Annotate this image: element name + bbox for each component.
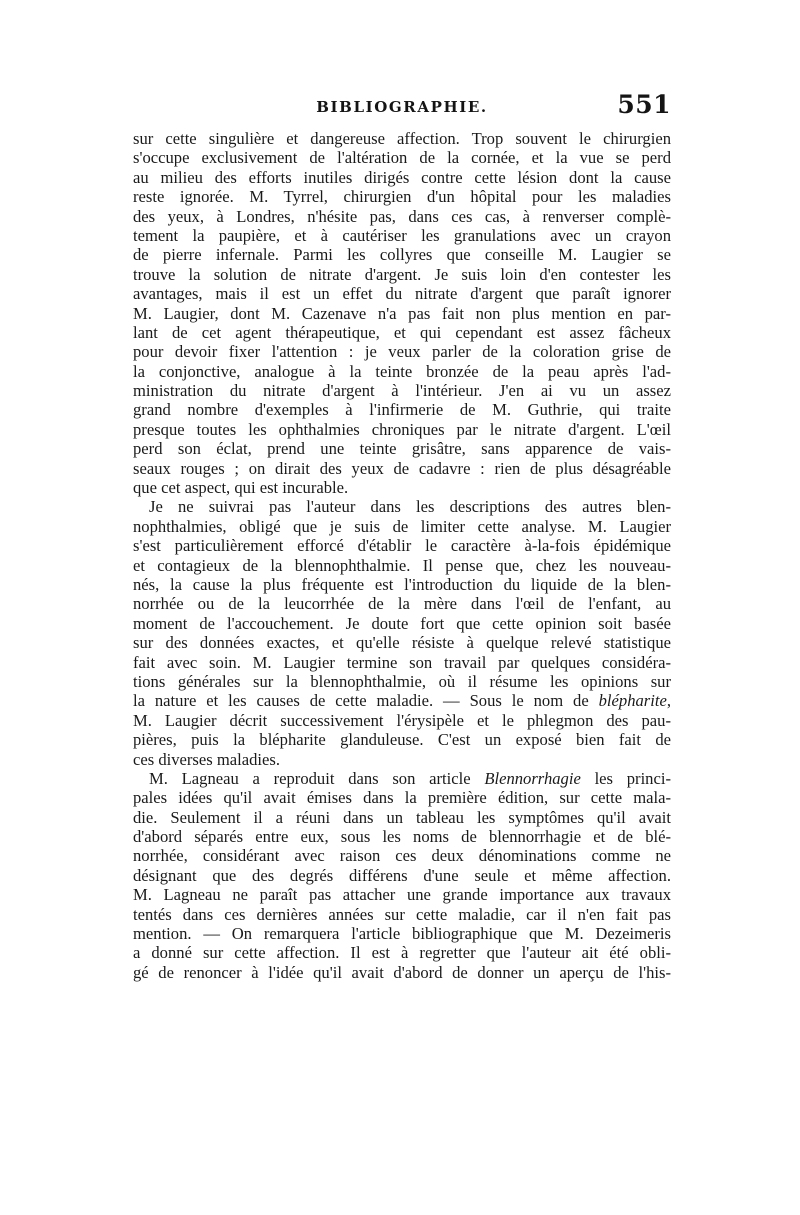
running-head: BIBLIOGRAPHIE. bbox=[316, 98, 488, 116]
page-number: 551 bbox=[617, 90, 671, 119]
text-line: trouve la solution de nitrate d'argent. Je suis loin d'en contester les bbox=[133, 264, 671, 284]
text-line: s'occupe exclusivement de l'altération de la cornée, et la vue se perd bbox=[133, 148, 671, 168]
text-line: norrhée ou de la leucorrhée de la mère dans l'œil de l'enfant, au bbox=[133, 594, 671, 614]
text-column bbox=[133, 129, 671, 982]
italic-term: blépharite bbox=[598, 691, 667, 711]
text-line: désignant que des degrés différens d'une seule et même affection. bbox=[133, 865, 671, 885]
text-line: pour devoir fixer l'attention : je veux parler de la coloration grise de bbox=[133, 342, 671, 362]
text-line: des yeux, à Londres, n'hésite pas, dans ces cas, à renverser complè- bbox=[133, 206, 671, 226]
text-line: ministration du nitrate d'argent à l'intérieur. J'en ai vu un assez bbox=[133, 381, 671, 401]
text-line: tentés dans ces dernières années sur cette maladie, car il n'en fait pas bbox=[133, 904, 671, 924]
text-line: et contagieux de la blennophthalmie. Il pense que, chez les nouveau- bbox=[133, 555, 671, 575]
text-line: de pierre infernale. Parmi les collyres que conseille M. Laugier se bbox=[133, 245, 671, 265]
text-line: M. Lagneau a reproduit dans son article Blennorrhagie les princi- bbox=[149, 768, 671, 788]
text-line: seaux rouges ; on dirait des yeux de cadavre : rien de plus désagréable bbox=[133, 458, 671, 478]
text-line: pales idées qu'il avait émises dans la première édition, sur cette mala- bbox=[133, 788, 671, 808]
text-line: lant de cet agent thérapeutique, et qui cependant est assez fâcheux bbox=[133, 322, 671, 342]
text-line: la nature et les causes de cette maladie. — Sous le nom de blépharite, bbox=[133, 691, 671, 711]
text-line: reste ignorée. M. Tyrrel, chirurgien d'un hôpital pour les maladies bbox=[133, 187, 671, 207]
text-line: nophthalmies, obligé que je suis de limiter cette analyse. M. Laugier bbox=[133, 516, 671, 536]
paragraph-2 bbox=[133, 497, 671, 768]
text-line: norrhée, considérant avec raison ces deux dénominations comme ne bbox=[133, 846, 671, 866]
text-line: pières, puis la blépharite glanduleuse. C'est un exposé bien fait de bbox=[133, 730, 671, 750]
text-line: la conjonctive, analogue à la teinte bronzée de la peau après l'ad- bbox=[133, 361, 671, 381]
page-header bbox=[133, 90, 671, 124]
text-line: M. Laugier décrit successivement l'érysipèle et le phlegmon des pau- bbox=[133, 710, 671, 730]
text-line: M. Lagneau ne paraît pas attacher une grande importance aux travaux bbox=[133, 885, 671, 905]
text-line: mention. — On remarquera l'article bibliographique que M. Dezeimeris bbox=[133, 924, 671, 944]
paragraph-1 bbox=[133, 129, 671, 497]
text-line: nés, la cause la plus fréquente est l'introduction du liquide de la blen- bbox=[133, 574, 671, 594]
text-line: die. Seulement il a réuni dans un tableau les symptômes qu'il avait bbox=[133, 807, 671, 827]
paragraph-3 bbox=[133, 769, 671, 982]
text-line: que cet aspect, qui est incurable. bbox=[133, 478, 349, 498]
text-line: moment de l'accouchement. Je doute fort que cette opinion soit basée bbox=[133, 613, 671, 633]
text-line: sur cette singulière et dangereuse affection. Trop souvent le chirurgien bbox=[133, 129, 671, 148]
text-line: tement la paupière, et à cautériser les granulations avec un crayon bbox=[133, 225, 671, 245]
text-line: tions générales sur la blennophthalmie, où il résume les opinions sur bbox=[133, 671, 671, 691]
text-line: au milieu des efforts inutiles dirigés contre cette lésion dont la cause bbox=[133, 167, 671, 187]
text-line: Je ne suivrai pas l'auteur dans les descriptions des autres blen- bbox=[149, 497, 671, 517]
text-line: presque toutes les ophthalmies chroniques par le nitrate d'argent. L'œil bbox=[133, 419, 671, 439]
text-line: avantages, mais il est un effet du nitrate d'argent que paraît ignorer bbox=[133, 284, 671, 304]
text-line: ces diverses maladies. bbox=[133, 749, 280, 769]
text-line: sur des données exactes, et qu'elle résiste à quelque relevé statistique bbox=[133, 633, 671, 653]
text-line: M. Laugier, dont M. Cazenave n'a pas fait non plus mention en par- bbox=[133, 303, 671, 323]
text-line: grand nombre d'exemples à l'infirmerie de M. Guthrie, qui traite bbox=[133, 400, 671, 420]
text-line: s'est particulièrement efforcé d'établir le caractère à-la-fois épidémique bbox=[133, 536, 671, 556]
italic-term: Blennorrhagie bbox=[484, 768, 581, 788]
text-line: perd son éclat, prend une teinte grisâtre, sans apparence de vais- bbox=[133, 439, 671, 459]
text-line: gé de renoncer à l'idée qu'il avait d'abord de donner un aperçu de l'his- bbox=[133, 962, 671, 982]
text-line: a donné sur cette affection. Il est à regretter que l'auteur ait été obli- bbox=[133, 943, 671, 963]
text-line: fait avec soin. M. Laugier termine son travail par quelques considéra- bbox=[133, 652, 671, 672]
text-line: d'abord séparés entre eux, sous les noms de blennorrhagie et de blé- bbox=[133, 827, 671, 847]
